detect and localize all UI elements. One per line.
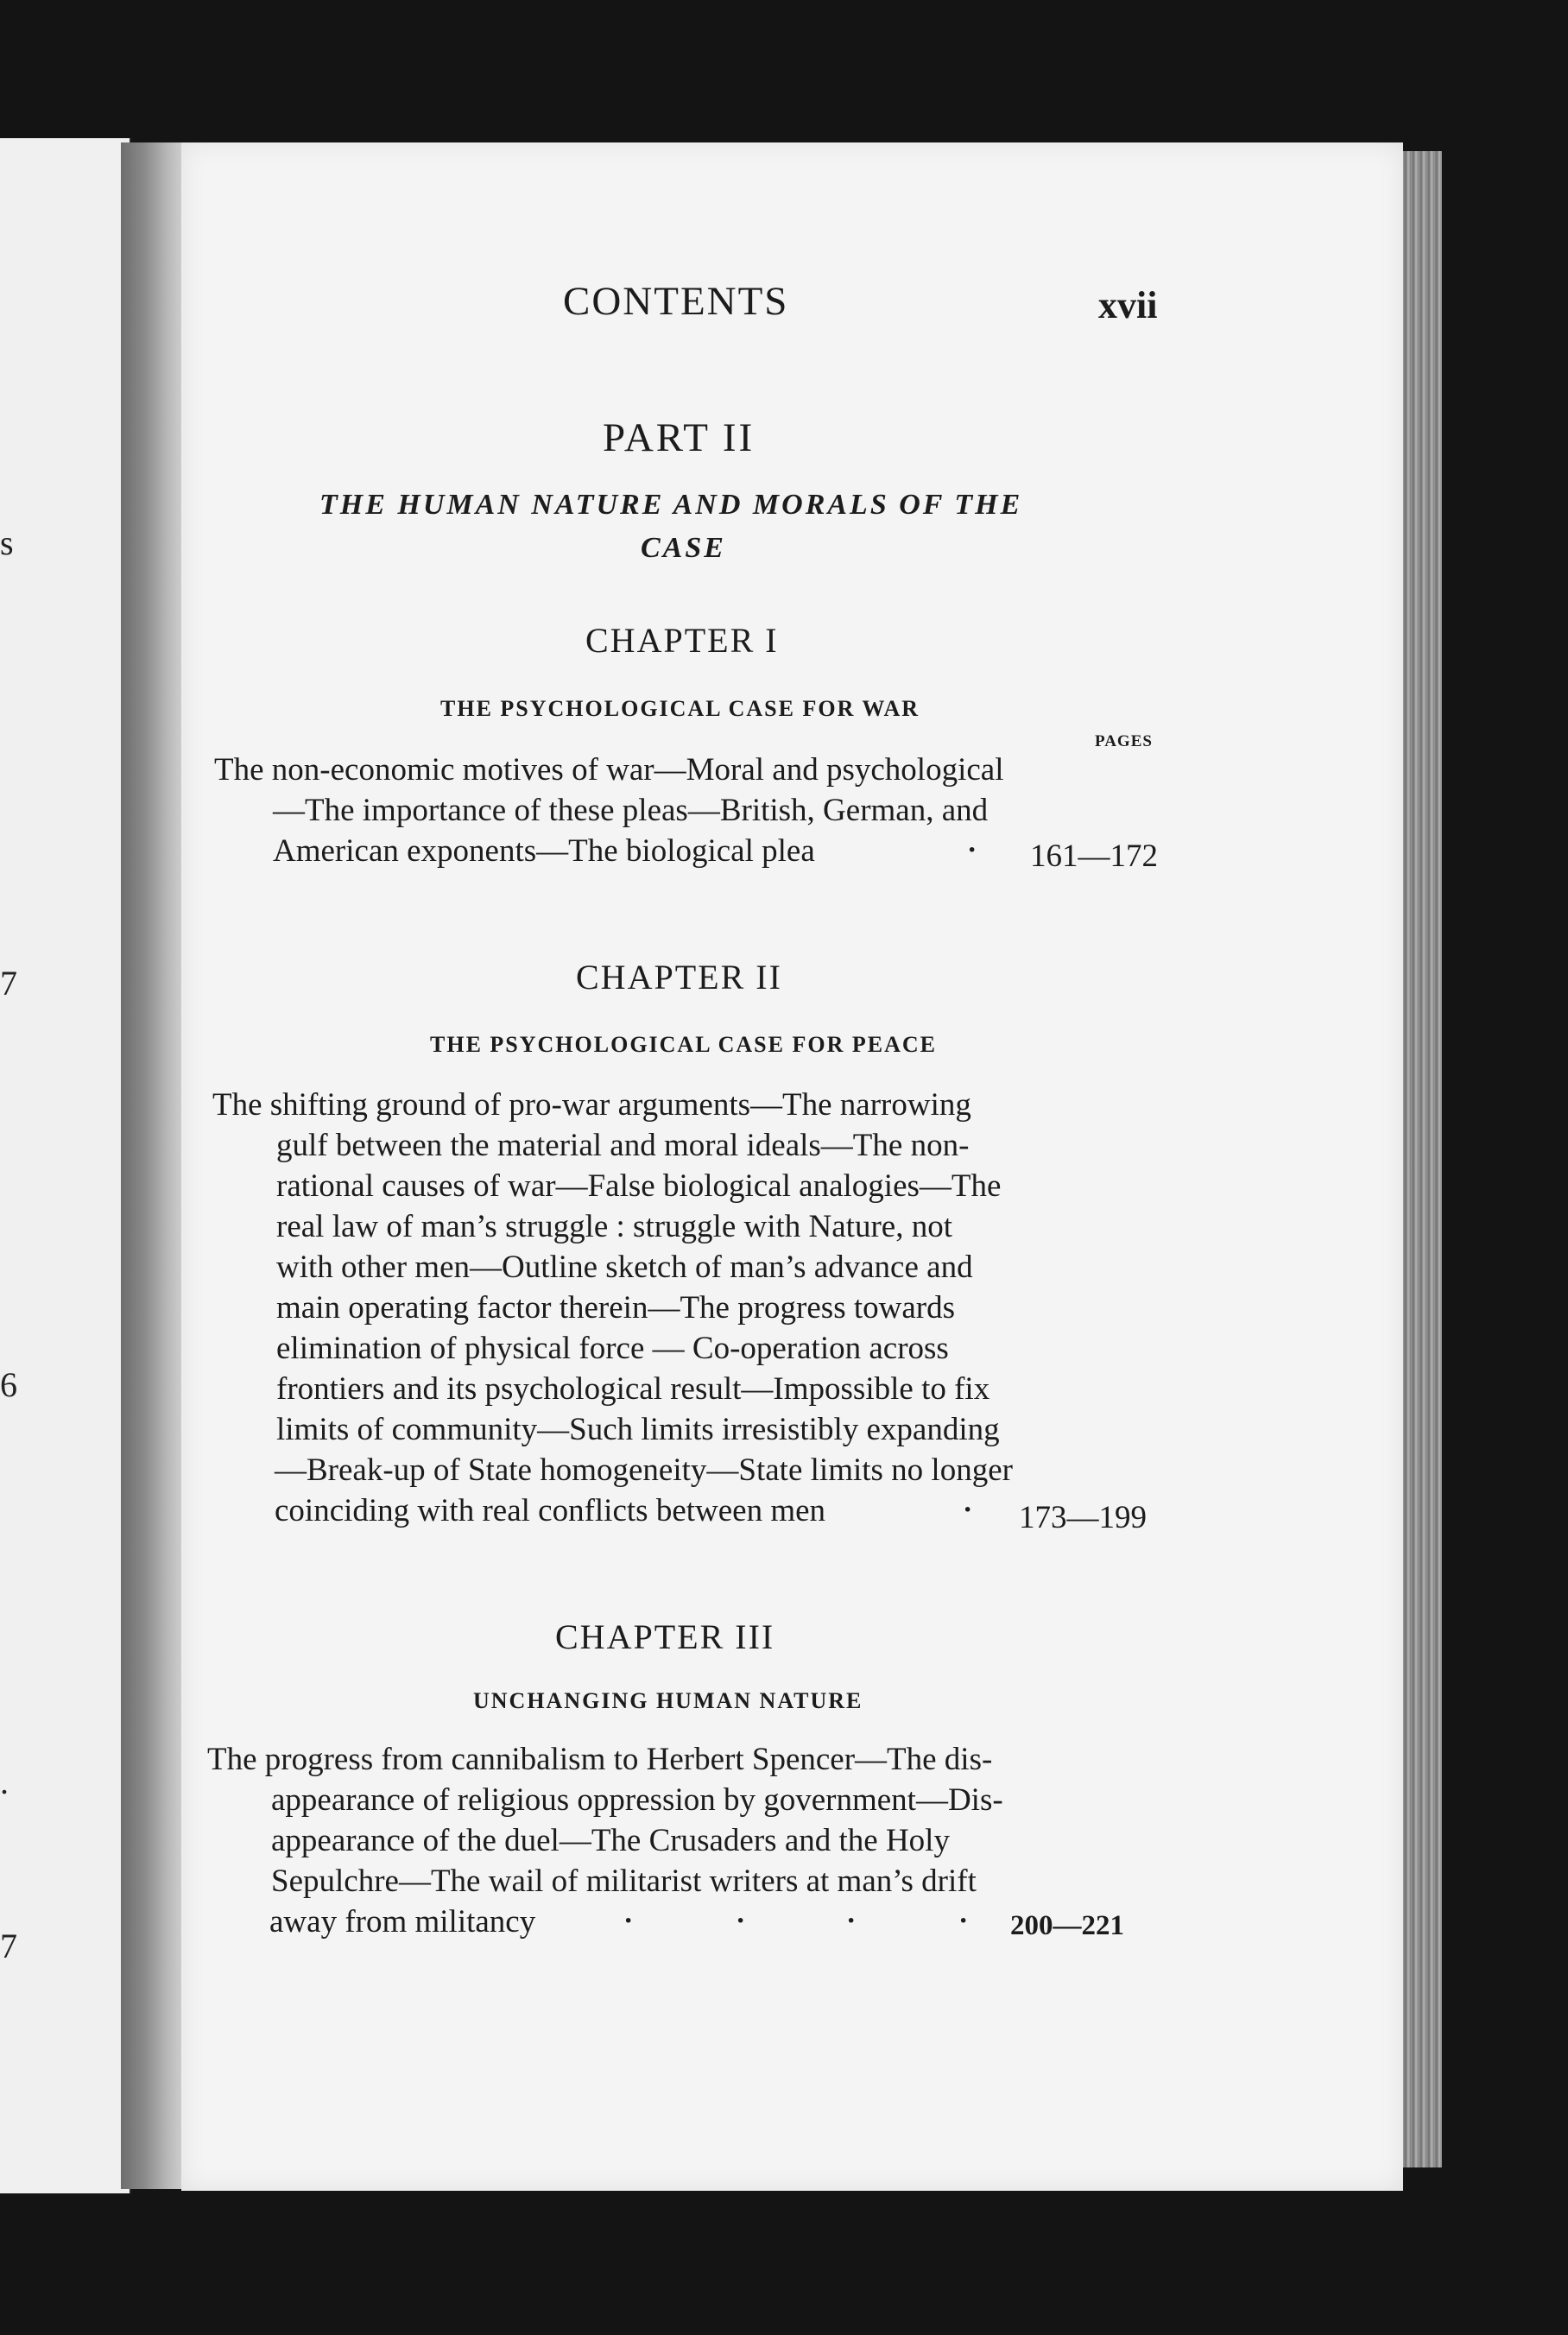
pages-label: PAGES [1095,732,1153,750]
facing-page-mark: 6 [0,1365,17,1404]
page-number: xvii [1098,284,1158,326]
page-range: 200—221 [1010,1910,1124,1941]
chapter-summary-line: —Break-up of State homogeneity—State limits no longer [275,1452,1013,1488]
dot-leader: · [623,1905,634,1937]
dot-leader: · [958,1905,969,1937]
chapter-heading: CHAPTER I [585,621,779,660]
chapter-summary-line: The progress from cannibalism to Herbert Spencer—The dis- [207,1742,993,1777]
dot-leader: · [963,1494,973,1526]
chapter-summary-line: appearance of the duel—The Crusaders and the Holy [271,1823,950,1858]
facing-page-mark: 7 [0,1927,17,1965]
facing-page-mark: . [0,1762,9,1801]
chapter-summary-line: coinciding with real conflicts between men [275,1493,826,1528]
chapter-summary-line: away from militancy [269,1904,536,1940]
facing-page [0,138,131,2193]
part-subtitle: THE HUMAN NATURE AND MORALS OF THE [319,489,1023,521]
chapter-subtitle: THE PSYCHOLOGICAL CASE FOR WAR [440,696,920,721]
chapter-summary-line: elimination of physical force — Co-operation across [276,1331,949,1366]
chapter-subtitle: THE PSYCHOLOGICAL CASE FOR PEACE [430,1032,937,1057]
page-range: 161—172 [1030,838,1158,874]
page-range: 173—199 [1019,1500,1147,1535]
part-heading: PART II [603,415,756,460]
page-edge [1403,151,1442,2167]
chapter-summary-line: —The importance of these pleas—British, German, and [273,793,989,828]
chapter-summary-line: appearance of religious oppression by government—Dis- [271,1782,1003,1818]
facing-page-mark: 7 [0,964,17,1003]
chapter-summary-line: The non-economic motives of war—Moral and psychological [214,752,1004,788]
running-head: CONTENTS [563,279,789,324]
dot-leader: · [967,834,977,866]
chapter-summary-line: main operating factor therein—The progress towards [276,1290,955,1326]
chapter-summary-line: Sepulchre—The wail of militarist writers at man’s drift [271,1864,977,1899]
chapter-summary-line: rational causes of war—False biological analogies—The [276,1168,1002,1204]
chapter-summary-line: with other men—Outline sketch of man’s advance and [276,1250,973,1285]
chapter-summary-line: limits of community—Such limits irresistibly expanding [276,1412,1000,1447]
chapter-summary-line: real law of man’s struggle : struggle with Nature, not [276,1209,952,1244]
chapter-heading: CHAPTER III [555,1617,775,1656]
part-subtitle: CASE [641,532,726,564]
chapter-summary-line: The shifting ground of pro-war arguments—The narrowing [212,1087,971,1123]
dot-leader: · [736,1905,746,1937]
chapter-heading: CHAPTER II [576,958,782,997]
chapter-summary-line: frontiers and its psychological result—Impossible to fix [276,1371,990,1407]
chapter-subtitle: UNCHANGING HUMAN NATURE [473,1688,863,1713]
chapter-summary-line: American exponents—The biological plea [273,833,815,869]
chapter-summary-line: gulf between the material and moral ideals—The non- [276,1128,970,1163]
facing-page-mark: s [0,523,14,562]
dot-leader: · [846,1905,857,1937]
